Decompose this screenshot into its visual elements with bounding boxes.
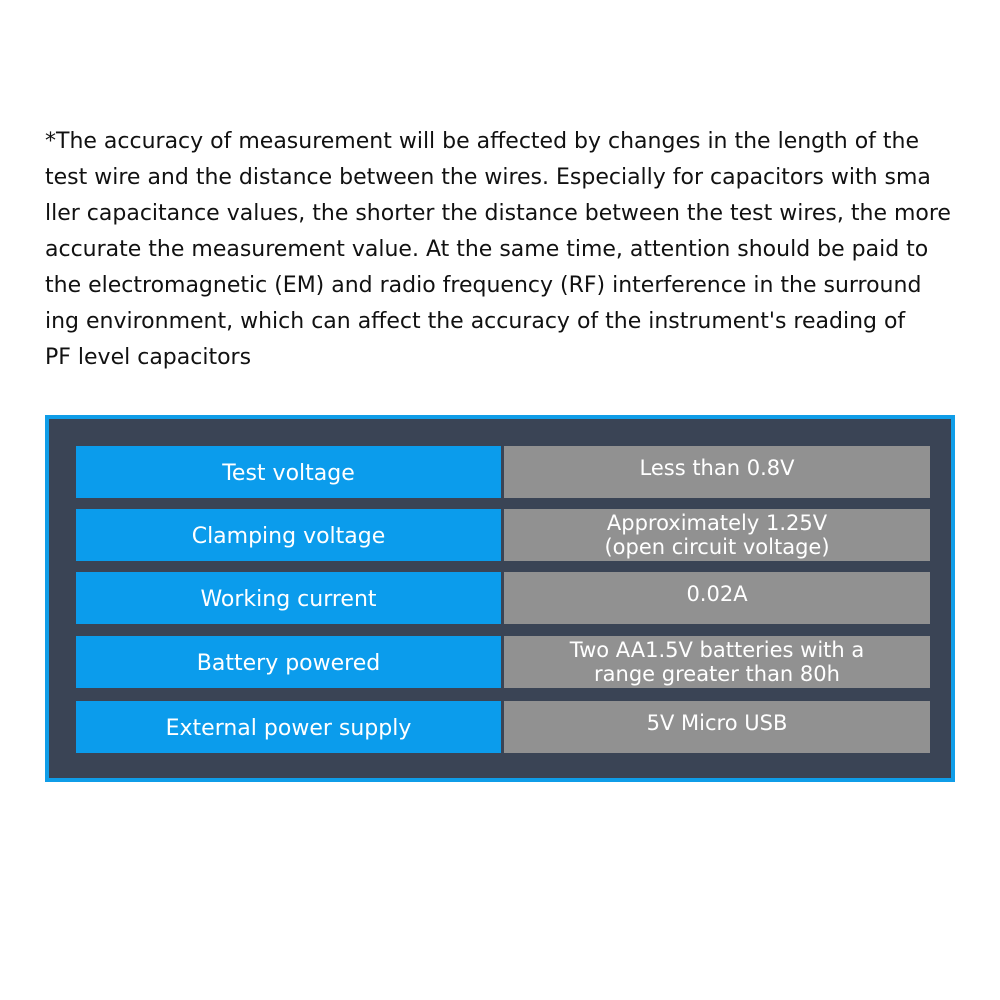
spec-value-line: (open circuit voltage) <box>604 535 830 559</box>
spec-row-battery-powered <box>76 636 930 688</box>
note-line: ller capacitance values, the shorter the distance between the test wires, the more <box>45 201 951 226</box>
spec-row-test-voltage <box>76 446 930 498</box>
spec-row-external-power-supply <box>76 701 930 753</box>
note-line: accurate the measurement value. At the same time, attention should be paid to <box>45 237 929 262</box>
note-line: ing environment, which can affect the accuracy of the instrument's reading of <box>45 309 906 334</box>
spec-label: External power supply <box>76 701 501 753</box>
spec-table <box>45 415 955 782</box>
note-line: test wire and the distance between the wires. Especially for capacitors with sma <box>45 165 931 190</box>
spec-value-line: Two AA1.5V batteries with a <box>569 638 865 662</box>
spec-label: Clamping voltage <box>76 509 501 561</box>
spec-value-line: range greater than 80h <box>594 662 840 686</box>
spec-value <box>504 636 930 688</box>
spec-value-line: Approximately 1.25V <box>606 511 828 535</box>
note-line: the electromagnetic (EM) and radio frequency (RF) interference in the surround <box>45 273 922 298</box>
spec-value <box>504 572 930 624</box>
spec-value-line: 5V Micro USB <box>646 711 788 735</box>
spec-value-line: Less than 0.8V <box>639 456 795 480</box>
spec-label: Test voltage <box>76 446 501 498</box>
spec-value <box>504 701 930 753</box>
spec-value <box>504 446 930 498</box>
spec-value <box>504 509 930 561</box>
spec-row-working-current <box>76 572 930 624</box>
spec-label: Battery powered <box>76 636 501 688</box>
note-line: PF level capacitors <box>45 345 252 370</box>
spec-row-clamping-voltage <box>76 509 930 561</box>
note-line: *The accuracy of measurement will be affected by changes in the length of the <box>45 129 920 154</box>
spec-label: Working current <box>76 572 501 624</box>
accuracy-note <box>45 124 965 376</box>
spec-value-line: 0.02A <box>686 582 748 606</box>
